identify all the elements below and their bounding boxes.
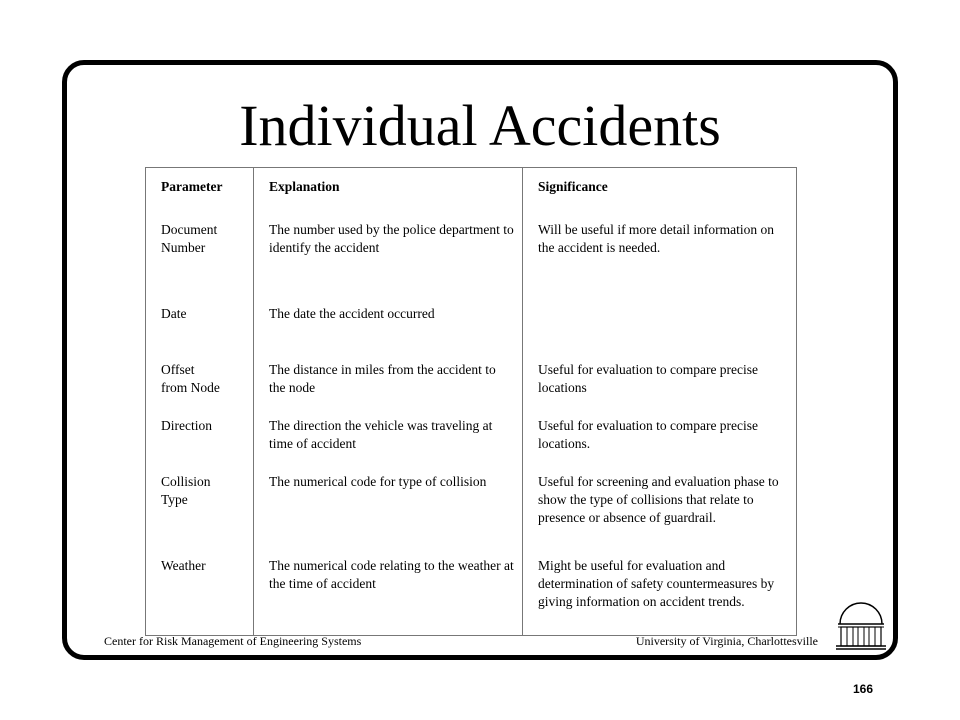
table-header-row: [146, 168, 797, 215]
parameter-cell: Weather: [146, 551, 254, 636]
parameter-cell: Direction: [146, 411, 254, 467]
slide-title: Individual Accidents: [239, 93, 721, 158]
table-row: [146, 551, 797, 636]
parameter-cell: Collision Type: [146, 467, 254, 551]
rotunda-logo-icon: [836, 600, 886, 650]
parameter-cell: Offset from Node: [146, 355, 254, 411]
footer-university: University of Virginia, Charlottesville: [635, 634, 818, 648]
table-row: [146, 411, 797, 467]
significance-cell: [523, 299, 797, 355]
significance-cell: Useful for screening and evaluation phase to show the type of collisions that relate to presence or absence of guardrail.: [523, 467, 797, 551]
table-row: [146, 299, 797, 355]
table-row: [146, 467, 797, 551]
table-row: [146, 215, 797, 299]
explanation-cell: The distance in miles from the accident to the node: [254, 355, 523, 411]
table-row: [146, 355, 797, 411]
column-header-parameter: Parameter: [146, 168, 254, 215]
column-header-significance: Significance: [523, 168, 797, 215]
page-number: 166: [853, 682, 874, 696]
parameter-cell: Date: [146, 299, 254, 355]
column-header-explanation: Explanation: [254, 168, 523, 215]
explanation-cell: The numerical code relating to the weather at the time of accident: [254, 551, 523, 636]
significance-cell: Useful for evaluation to compare precise locations.: [523, 411, 797, 467]
explanation-cell: The direction the vehicle was traveling at time of accident: [254, 411, 523, 467]
explanation-cell: The numerical code for type of collision: [254, 467, 523, 551]
parameter-cell: Document Number: [146, 215, 254, 299]
explanation-cell: The number used by the police department to identify the accident: [254, 215, 523, 299]
significance-cell: Might be useful for evaluation and determination of safety countermeasures by giving information on accident trends.: [523, 551, 797, 636]
parameters-table: [145, 167, 797, 636]
footer-organization: Center for Risk Management of Engineering Systems: [104, 634, 362, 648]
significance-cell: Useful for evaluation to compare precise locations: [523, 355, 797, 411]
significance-cell: Will be useful if more detail information on the accident is needed.: [523, 215, 797, 299]
explanation-cell: The date the accident occurred: [254, 299, 523, 355]
